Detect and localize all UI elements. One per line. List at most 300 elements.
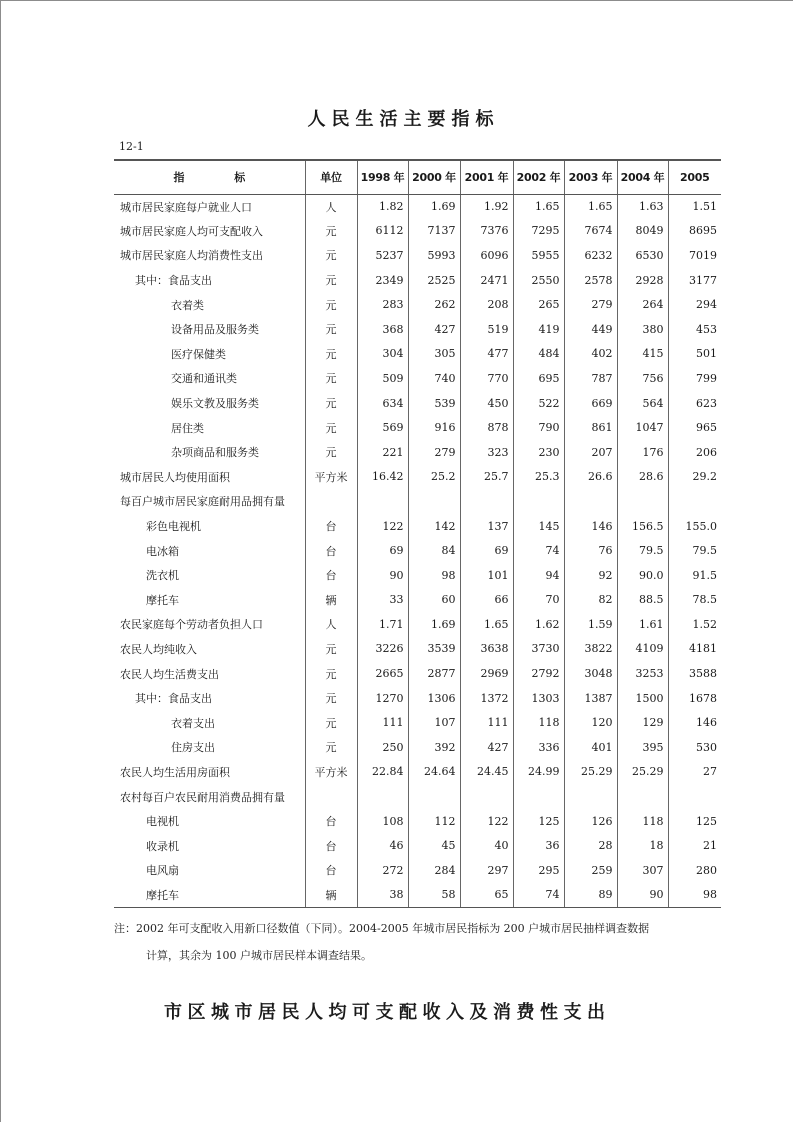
row-value: 98 (668, 883, 721, 908)
indicator-header-part2: 标 (234, 171, 245, 185)
row-label: 其中：食品支出 (135, 692, 212, 706)
row-value: 6112 (357, 219, 408, 244)
table-row (114, 883, 721, 908)
row-value: 2525 (408, 268, 460, 293)
row-value: 125 (513, 809, 564, 834)
row-value: 297 (460, 858, 513, 883)
row-value: 1047 (617, 415, 668, 440)
row-value: 283 (357, 292, 408, 317)
column-header-year: 2004 年 (617, 160, 668, 194)
row-value: 3822 (564, 637, 617, 662)
table-row (114, 366, 721, 391)
row-value: 7295 (513, 219, 564, 244)
row-value: 146 (668, 710, 721, 735)
row-value: 2550 (513, 268, 564, 293)
row-label: 摩托车 (146, 593, 179, 607)
row-value: 74 (513, 538, 564, 563)
row-value: 6096 (460, 243, 513, 268)
row-unit (305, 489, 357, 514)
row-unit: 元 (305, 342, 357, 367)
table-row (114, 292, 721, 317)
table-row (114, 735, 721, 760)
row-value: 69 (460, 538, 513, 563)
row-value: 82 (564, 588, 617, 613)
page-title: 人民生活主要指标 (307, 109, 500, 130)
row-value: 2665 (357, 661, 408, 686)
row-unit: 元 (305, 219, 357, 244)
footnote-line-2: 计算，其余为 100 户城市居民样本调查结果。 (146, 949, 372, 962)
row-value: 279 (408, 440, 460, 465)
row-value: 501 (668, 342, 721, 367)
row-unit: 元 (305, 317, 357, 342)
column-header-year: 2000 年 (408, 160, 460, 194)
row-label: 农民人均生活用房面积 (120, 765, 230, 779)
row-unit: 元 (305, 637, 357, 662)
row-value: 1.65 (460, 612, 513, 637)
row-value: 509 (357, 366, 408, 391)
row-value: 519 (460, 317, 513, 342)
row-value: 28.6 (617, 465, 668, 490)
row-value: 1306 (408, 686, 460, 711)
row-label: 交通和通讯类 (171, 372, 237, 386)
row-value: 539 (408, 391, 460, 416)
row-value: 878 (460, 415, 513, 440)
table-row (114, 440, 721, 465)
row-value (357, 489, 408, 514)
row-value: 3588 (668, 661, 721, 686)
row-value: 111 (460, 710, 513, 735)
row-value: 380 (617, 317, 668, 342)
row-unit: 元 (305, 268, 357, 293)
row-value: 69 (357, 538, 408, 563)
row-value: 1.65 (564, 194, 617, 219)
row-label: 城市居民家庭人均消费性支出 (120, 249, 263, 263)
row-value (408, 489, 460, 514)
row-value: 323 (460, 440, 513, 465)
table-row (114, 612, 721, 637)
row-value: 799 (668, 366, 721, 391)
row-value: 284 (408, 858, 460, 883)
row-value: 129 (617, 710, 668, 735)
row-value (564, 489, 617, 514)
row-value: 1.65 (513, 194, 564, 219)
row-unit: 台 (305, 809, 357, 834)
row-label: 杂项商品和服务类 (171, 446, 259, 460)
row-value: 401 (564, 735, 617, 760)
row-value: 66 (460, 588, 513, 613)
section-heading: 市区城市居民人均可支配收入及消费性支出 (164, 1002, 611, 1023)
row-value: 916 (408, 415, 460, 440)
row-value: 79.5 (617, 538, 668, 563)
row-label: 医疗保健类 (171, 347, 226, 361)
row-value: 5955 (513, 243, 564, 268)
row-unit: 台 (305, 538, 357, 563)
row-label: 衣着类 (171, 298, 204, 312)
table-row (114, 784, 721, 809)
row-value: 250 (357, 735, 408, 760)
row-value: 623 (668, 391, 721, 416)
column-header-year: 2002 年 (513, 160, 564, 194)
row-value: 449 (564, 317, 617, 342)
row-value: 2928 (617, 268, 668, 293)
row-label: 娱乐文教及服务类 (171, 397, 259, 411)
row-value: 78.5 (668, 588, 721, 613)
row-value: 137 (460, 514, 513, 539)
table-row (114, 833, 721, 858)
row-value: 156.5 (617, 514, 668, 539)
row-value: 402 (564, 342, 617, 367)
row-value: 8049 (617, 219, 668, 244)
row-value: 965 (668, 415, 721, 440)
row-value: 107 (408, 710, 460, 735)
row-value: 101 (460, 563, 513, 588)
row-value: 145 (513, 514, 564, 539)
row-value: 90 (357, 563, 408, 588)
row-value: 1.71 (357, 612, 408, 637)
table-row (114, 391, 721, 416)
row-value: 7376 (460, 219, 513, 244)
row-value: 368 (357, 317, 408, 342)
row-value (564, 784, 617, 809)
row-value: 206 (668, 440, 721, 465)
table-row (114, 317, 721, 342)
table-body (114, 194, 721, 907)
row-value: 92 (564, 563, 617, 588)
row-value: 90.0 (617, 563, 668, 588)
row-value: 207 (564, 440, 617, 465)
row-unit: 元 (305, 710, 357, 735)
row-label: 其中：食品支出 (135, 274, 212, 288)
row-value: 2969 (460, 661, 513, 686)
row-label: 洗衣机 (146, 569, 179, 583)
row-value (668, 489, 721, 514)
row-unit: 台 (305, 833, 357, 858)
row-value: 25.2 (408, 465, 460, 490)
row-label: 摩托车 (114, 883, 305, 908)
row-value: 126 (564, 809, 617, 834)
row-value: 58 (408, 883, 460, 908)
row-value: 1.62 (513, 612, 564, 637)
row-value: 111 (357, 710, 408, 735)
row-value: 112 (408, 809, 460, 834)
row-value: 1270 (357, 686, 408, 711)
table-row (114, 637, 721, 662)
row-value: 221 (357, 440, 408, 465)
row-value (460, 489, 513, 514)
row-unit: 元 (305, 243, 357, 268)
row-value: 265 (513, 292, 564, 317)
column-header-year: 2005 (668, 160, 721, 194)
row-value: 25.29 (617, 760, 668, 785)
row-value: 40 (460, 833, 513, 858)
row-value: 3539 (408, 637, 460, 662)
table-row (114, 243, 721, 268)
column-header-indicator (114, 160, 305, 194)
row-value: 756 (617, 366, 668, 391)
footnote-line-1: 注：2002 年可支配收入用新口径数值（下同）。2004-2005 年城市居民指标为 200 户城市居民抽样调查数据 (114, 922, 650, 935)
row-value: 569 (357, 415, 408, 440)
row-unit (305, 784, 357, 809)
row-value: 21 (668, 833, 721, 858)
row-value: 695 (513, 366, 564, 391)
row-value: 26.6 (564, 465, 617, 490)
row-label: 住房支出 (171, 741, 215, 755)
row-label: 城市居民人均使用面积 (120, 470, 230, 484)
row-value: 262 (408, 292, 460, 317)
row-value: 3730 (513, 637, 564, 662)
table-row (114, 686, 721, 711)
row-value: 1.69 (408, 612, 460, 637)
column-header-year: 2001 年 (460, 160, 513, 194)
row-value: 4181 (668, 637, 721, 662)
row-value: 38 (357, 883, 408, 908)
row-value: 453 (668, 317, 721, 342)
column-header-year: 1998 年 (357, 160, 408, 194)
row-label: 城市居民家庭每户就业人口 (120, 200, 252, 214)
row-label: 城市居民家庭人均可支配收入 (120, 224, 263, 238)
row-value: 22.84 (357, 760, 408, 785)
row-value: 88.5 (617, 588, 668, 613)
table-row (114, 268, 721, 293)
table-number: 12-1 (119, 140, 144, 153)
row-value: 279 (564, 292, 617, 317)
row-value: 142 (408, 514, 460, 539)
row-unit: 台 (305, 563, 357, 588)
row-value: 7019 (668, 243, 721, 268)
row-value: 1678 (668, 686, 721, 711)
row-value: 33 (357, 588, 408, 613)
row-value: 27 (668, 760, 721, 785)
row-value (513, 784, 564, 809)
row-value: 3253 (617, 661, 668, 686)
row-value: 2792 (513, 661, 564, 686)
row-value: 36 (513, 833, 564, 858)
row-value: 25.29 (564, 760, 617, 785)
row-value: 307 (617, 858, 668, 883)
row-value: 24.64 (408, 760, 460, 785)
row-value: 230 (513, 440, 564, 465)
row-value: 29.2 (668, 465, 721, 490)
row-value: 118 (513, 710, 564, 735)
table-row (114, 661, 721, 686)
row-value: 45 (408, 833, 460, 858)
row-value: 6530 (617, 243, 668, 268)
row-unit: 元 (305, 661, 357, 686)
table-row (114, 194, 721, 219)
row-unit: 人 (305, 612, 357, 637)
row-value: 8695 (668, 219, 721, 244)
row-value: 1.52 (668, 612, 721, 637)
row-value: 477 (460, 342, 513, 367)
row-value: 176 (617, 440, 668, 465)
row-label: 电冰箱 (146, 544, 179, 558)
row-unit: 辆 (305, 883, 357, 908)
row-value: 1.63 (617, 194, 668, 219)
row-value: 84 (408, 538, 460, 563)
row-value (617, 784, 668, 809)
row-value: 1.61 (617, 612, 668, 637)
row-value: 419 (513, 317, 564, 342)
row-value: 24.45 (460, 760, 513, 785)
row-value: 304 (357, 342, 408, 367)
row-label: 收录机 (146, 839, 179, 853)
row-unit: 平方米 (305, 760, 357, 785)
row-label: 农村每百户农民耐用消费品拥有量 (120, 790, 285, 804)
row-value: 2349 (357, 268, 408, 293)
row-value: 16.42 (357, 465, 408, 490)
table-row (114, 415, 721, 440)
row-value: 336 (513, 735, 564, 760)
row-label: 农民人均纯收入 (120, 642, 197, 656)
row-value: 2877 (408, 661, 460, 686)
row-value: 770 (460, 366, 513, 391)
row-value: 427 (460, 735, 513, 760)
row-value: 2578 (564, 268, 617, 293)
row-unit: 元 (305, 366, 357, 391)
row-unit: 台 (305, 858, 357, 883)
row-value: 208 (460, 292, 513, 317)
row-value: 90 (617, 883, 668, 908)
indicator-header-part1: 指 (173, 171, 185, 185)
row-unit: 人 (305, 194, 357, 219)
row-value: 7137 (408, 219, 460, 244)
row-value: 530 (668, 735, 721, 760)
row-value: 24.99 (513, 760, 564, 785)
row-value: 272 (357, 858, 408, 883)
row-unit: 平方米 (305, 465, 357, 490)
row-value: 1.92 (460, 194, 513, 219)
table-row (114, 588, 721, 613)
row-value: 5993 (408, 243, 460, 268)
row-value: 280 (668, 858, 721, 883)
row-value: 91.5 (668, 563, 721, 588)
row-value: 125 (668, 809, 721, 834)
row-value: 122 (357, 514, 408, 539)
row-label: 每百户城市居民家庭耐用品拥有量 (120, 495, 285, 509)
row-unit: 元 (305, 415, 357, 440)
row-value (513, 489, 564, 514)
row-value: 2471 (460, 268, 513, 293)
table-row (114, 809, 721, 834)
row-value: 98 (408, 563, 460, 588)
row-unit: 元 (305, 391, 357, 416)
row-value: 790 (513, 415, 564, 440)
row-label: 电视机 (146, 815, 179, 829)
table-row (114, 489, 721, 514)
table-row (114, 465, 721, 490)
row-value: 7674 (564, 219, 617, 244)
row-value: 25.3 (513, 465, 564, 490)
row-value (408, 784, 460, 809)
table-row (114, 760, 721, 785)
column-header-year: 2003 年 (564, 160, 617, 194)
row-value: 122 (460, 809, 513, 834)
row-unit: 辆 (305, 588, 357, 613)
row-unit: 元 (305, 735, 357, 760)
row-value: 1.82 (357, 194, 408, 219)
row-value: 89 (564, 883, 617, 908)
row-value: 18 (617, 833, 668, 858)
row-unit: 元 (305, 686, 357, 711)
row-value: 294 (668, 292, 721, 317)
row-value: 28 (564, 833, 617, 858)
row-value: 264 (617, 292, 668, 317)
row-value: 415 (617, 342, 668, 367)
row-value: 522 (513, 391, 564, 416)
row-unit: 元 (305, 440, 357, 465)
row-value: 564 (617, 391, 668, 416)
row-value: 65 (460, 883, 513, 908)
row-value: 1387 (564, 686, 617, 711)
row-label: 农民家庭每个劳动者负担人口 (120, 618, 263, 632)
row-label: 电风扇 (146, 864, 179, 878)
row-value: 484 (513, 342, 564, 367)
row-value: 259 (564, 858, 617, 883)
row-value: 120 (564, 710, 617, 735)
row-value: 79.5 (668, 538, 721, 563)
row-value: 94 (513, 563, 564, 588)
table-row (114, 858, 721, 883)
row-value: 1.69 (408, 194, 460, 219)
row-value: 1500 (617, 686, 668, 711)
row-value: 3177 (668, 268, 721, 293)
column-header-unit: 单位 (305, 160, 357, 194)
row-value: 1.51 (668, 194, 721, 219)
row-value (357, 784, 408, 809)
row-label: 居住类 (171, 421, 204, 435)
row-unit: 台 (305, 514, 357, 539)
row-value: 46 (357, 833, 408, 858)
row-value: 3226 (357, 637, 408, 662)
row-label: 衣着支出 (171, 716, 215, 730)
row-value: 76 (564, 538, 617, 563)
row-label: 彩色电视机 (146, 520, 201, 534)
row-value: 634 (357, 391, 408, 416)
row-value: 3048 (564, 661, 617, 686)
indicators-table (114, 159, 721, 908)
row-value: 1303 (513, 686, 564, 711)
row-value: 669 (564, 391, 617, 416)
row-value: 108 (357, 809, 408, 834)
row-value: 395 (617, 735, 668, 760)
row-label: 农民人均生活费支出 (120, 667, 219, 681)
row-value: 295 (513, 858, 564, 883)
row-value: 740 (408, 366, 460, 391)
row-value: 155.0 (668, 514, 721, 539)
table-row (114, 710, 721, 735)
table-row (114, 538, 721, 563)
row-value: 70 (513, 588, 564, 613)
row-label: 设备用品及服务类 (171, 323, 259, 337)
table-row (114, 219, 721, 244)
row-value: 74 (513, 883, 564, 908)
row-value: 5237 (357, 243, 408, 268)
table-row (114, 563, 721, 588)
row-value: 427 (408, 317, 460, 342)
row-value: 450 (460, 391, 513, 416)
row-value: 1372 (460, 686, 513, 711)
table-header-row (114, 160, 721, 194)
table-row (114, 514, 721, 539)
row-value (460, 784, 513, 809)
row-value: 861 (564, 415, 617, 440)
row-value: 25.7 (460, 465, 513, 490)
row-value: 6232 (564, 243, 617, 268)
row-value (668, 784, 721, 809)
row-value: 4109 (617, 637, 668, 662)
row-value: 118 (617, 809, 668, 834)
row-value: 787 (564, 366, 617, 391)
